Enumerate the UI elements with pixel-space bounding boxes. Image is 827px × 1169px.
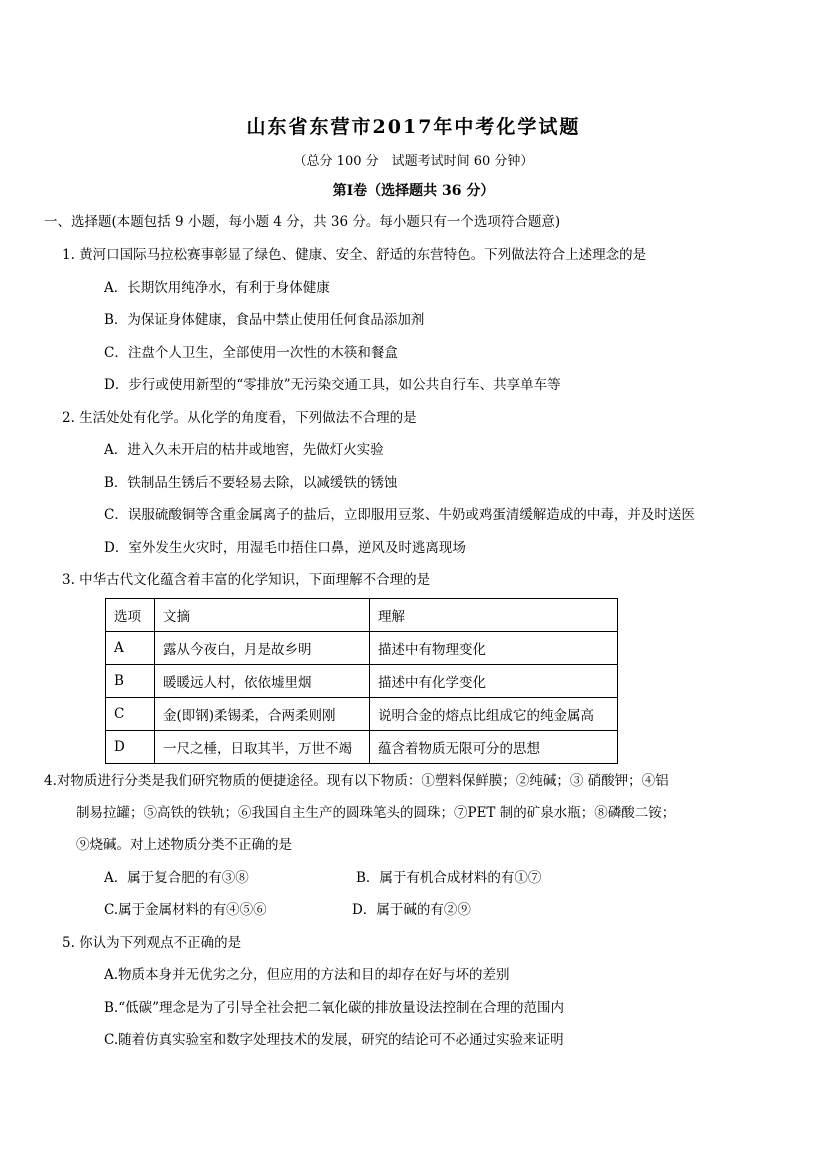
q2-option-d: D．室外发生火灾时，用湿毛巾捂住口鼻，逆风及时逃离现场 xyxy=(104,540,466,556)
table-cell: D xyxy=(106,731,155,764)
q3-table xyxy=(105,598,618,764)
table-cell: A xyxy=(106,632,155,665)
table-cell: 说明合金的熔点比组成它的纯金属高 xyxy=(370,698,618,731)
table-row xyxy=(106,698,618,731)
table-header-cell: 文摘 xyxy=(155,599,370,632)
q4-stem-line-2: 制易拉罐；⑤高铁的铁轨；⑥我国自主生产的圆珠笔头的圆珠；⑦PET 制的矿泉水瓶；⑧磷酸二铵； xyxy=(76,805,676,821)
q4-option-d: D．属于碱的有②⑨ xyxy=(352,902,471,918)
q5-option-a: A.物质本身并无优劣之分，但应用的方法和目的却存在好与坏的差别 xyxy=(104,967,510,983)
q4-option-b: B．属于有机合成材料的有①⑦ xyxy=(356,870,542,886)
table-cell: 一尺之棰，日取其半，万世不竭 xyxy=(155,731,370,764)
table-header-row xyxy=(106,599,618,632)
table-cell: 露从今夜白，月是故乡明 xyxy=(155,632,370,665)
section-title: 第Ⅰ卷（选择题共 36 分） xyxy=(332,183,495,199)
exam-title: 山东省东营市2017年中考化学试题 xyxy=(246,116,581,138)
q4-option-a: A．属于复合肥的有③⑧ xyxy=(104,870,249,886)
table-cell: 描述中有化学变化 xyxy=(370,665,618,698)
q2-option-b: B．铁制品生锈后不要轻易去除，以减缓铁的锈蚀 xyxy=(104,475,398,491)
table-cell: C xyxy=(106,698,155,731)
q1-option-a: A．长期饮用纯净水，有利于身体健康 xyxy=(104,280,330,296)
q4-option-c: C.属于金属材料的有④⑤⑥ xyxy=(104,902,267,918)
table-cell: 金(即钢)柔锡柔，合两柔则刚 xyxy=(155,698,370,731)
q4-stem-line-3: ⑨烧碱。对上述物质分类不正确的是 xyxy=(76,837,292,853)
q3-stem: 3. 中华古代文化蕴含着丰富的化学知识，下面理解不合理的是 xyxy=(62,572,431,588)
q2-option-a: A．进入久未开启的枯井或地窖，先做灯火实验 xyxy=(104,442,384,458)
table-cell: 暖暖远人村，依依墟里烟 xyxy=(155,665,370,698)
q1-option-d: D．步行或使用新型的“零排放”无污染交通工具，如公共自行车、共享单车等 xyxy=(104,377,561,393)
table-row xyxy=(106,665,618,698)
table-cell: B xyxy=(106,665,155,698)
q2-option-c: C．误服硫酸铜等含重金属离子的盐后，立即服用豆浆、牛奶或鸡蛋清缓解造成的中毒，并及时送医 xyxy=(104,507,695,523)
q1-option-c: C．注盘个人卫生，全部使用一次性的木筷和餐盒 xyxy=(104,345,398,361)
table-header-cell: 选项 xyxy=(106,599,155,632)
table-row xyxy=(106,632,618,665)
q4-stem-line-1: 4.对物质进行分类是我们研究物质的便捷途径。现有以下物质：①塑料保鲜膜；②纯碱；③ 硝酸钾；④铝 xyxy=(44,773,669,789)
q5-option-c: C.随着仿真实验室和数字处理技术的发展，研究的结论可不必通过实验来证明 xyxy=(104,1032,564,1048)
table-header-cell: 理解 xyxy=(370,599,618,632)
table-row xyxy=(106,731,618,764)
table-cell: 描述中有物理变化 xyxy=(370,632,618,665)
instructions: 一、选择题(本题包括 9 小题，每小题 4 分，共 36 分。每小题只有一个选项符合题意) xyxy=(44,214,561,230)
table-cell: 蕴含着物质无限可分的思想 xyxy=(370,731,618,764)
q1-option-b: B．为保证身体健康，食品中禁止使用任何食品添加剂 xyxy=(104,312,425,328)
q1-stem: 1. 黄河口国际马拉松赛事彰显了绿色、健康、安全、舒适的东营特色。下列做法符合上述理念的是 xyxy=(62,247,647,263)
q5-stem: 5. 你认为下列观点不正确的是 xyxy=(62,935,242,951)
q5-option-b: B.“低碳”理念是为了引导全社会把二氧化碳的排放量设法控制在合理的范围内 xyxy=(104,1000,565,1016)
exam-subtitle: （总分 100 分 试题考试时间 60 分钟） xyxy=(293,154,534,169)
q2-stem: 2. 生活处处有化学。从化学的角度看，下列做法不合理的是 xyxy=(62,410,417,426)
